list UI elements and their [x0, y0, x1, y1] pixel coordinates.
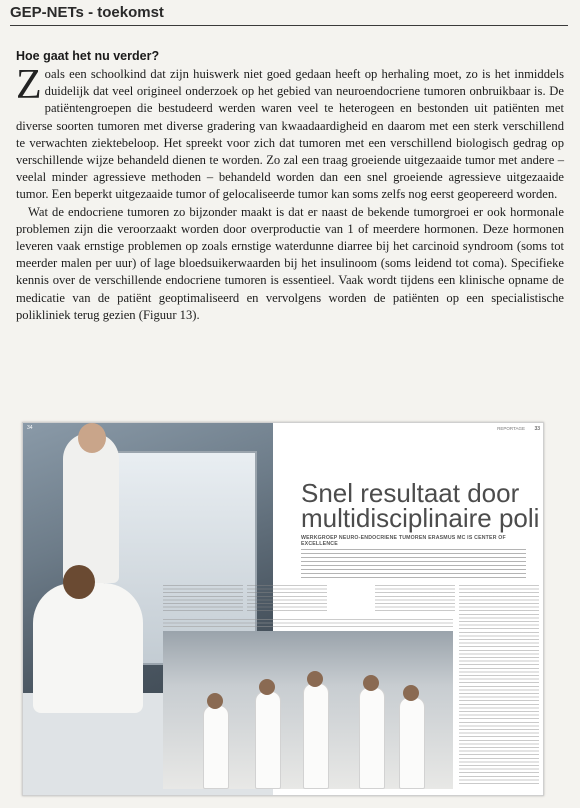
- paragraph-2: Wat de endocriene tumoren zo bijzonder maakt is dat er naast de bekende tumorgroei er ook hormonale problemen zijn die veroorzaakt worden door overproductie van 1 of meerdere hormonen. Deze hormonen leveren vaak ernstige problemen op zoals ernstige waterdunne diarree bij het carcinoid syndroom (soms tot meerder malen per uur) of lage bloedsuikerwaarden bij het insulinoom (soms leidend tot coma). Specifieke kennis over de verschillende endocriene tumoren is essentieel. Vaak wordt tijdens een klinische opname de medicatie van de patiënt geoptimaliseerd en vervolgens worden de patiënten op een specialistische polikliniek terug gezien (Figuur 13).: [16, 204, 564, 322]
- drop-cap: Z: [16, 62, 42, 108]
- spread-intro-text: [301, 549, 526, 579]
- spread-column-4: [459, 585, 539, 785]
- spread-column-3: [375, 585, 455, 613]
- section-heading: Hoe gaat het nu verder?: [16, 49, 160, 63]
- spread-section-label: REPORTAGE: [497, 426, 525, 431]
- paragraph-1: [16, 62, 564, 204]
- body-text: [16, 62, 564, 324]
- spread-column-2: [247, 585, 327, 613]
- figure-magazine-spread: [22, 422, 544, 796]
- spread-photo-caption: [163, 619, 453, 629]
- spread-right-page: [273, 423, 543, 795]
- spread-column-1: [163, 585, 243, 613]
- spread-subtitle: WERKGROEP NEURO-ENDOCRIENE TUMOREN ERASMUS MC IS CENTER OF EXCELLENCE: [301, 535, 506, 547]
- header-rule: [10, 25, 568, 26]
- spread-title: Snel resultaat door multidisciplinaire poli: [301, 478, 540, 533]
- page-header-title: GEP-NETs - toekomst: [10, 4, 164, 21]
- spread-page-number-left: 34: [27, 425, 33, 431]
- spread-page-number-right: 33: [534, 426, 540, 432]
- team-photo: [163, 631, 453, 789]
- paragraph-1-text: oals een schoolkind dat zijn huiswerk niet goed gedaan heeft op herhaling moet, zo is het inmiddels duidelijk dat veel origineel onderzoek op het gebied van neuroendocriene tumoren onbruikbaar is. De patiëntengroepen die bestudeerd werden waren veel te heterogeen en bestonden uit patiënten met diverse soorten tumoren met diverse gradering van kwaadaardigheid en daarom met een sterk verschillend te verwachten ziektebeloop. Het spreekt voor zich dat tumoren met een verschillend biologisch gedrag op verschillende wijze behandeld dienen te worden. Zo zal een traag groeiende uitgezaaide tumor met andere – veelal minder agressieve methoden – behandeld worden dan een snel groeiende agressieve uitgezaaide tumor. Een beperkt uitgezaaide tumor of gelocaliseerde tumor kan soms zelfs nog eerst geopereerd worden.: [16, 67, 564, 202]
